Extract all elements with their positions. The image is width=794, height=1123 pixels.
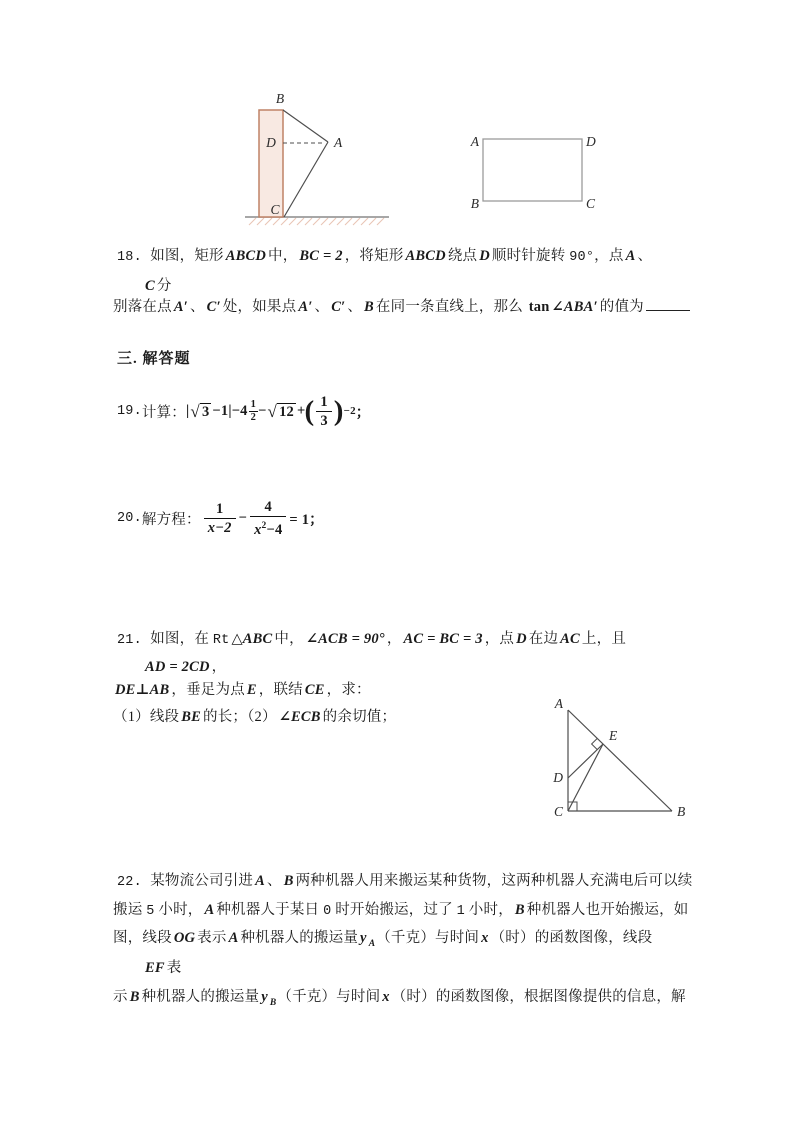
text-run: ∠ECB xyxy=(278,709,321,725)
text-run: A xyxy=(204,902,215,918)
text-run: x xyxy=(382,989,390,1005)
text-run: ABCD xyxy=(225,248,267,264)
radicand: 12 xyxy=(279,403,294,420)
text-run: AC = BC = 3 xyxy=(403,631,483,647)
ground-hatching xyxy=(249,218,384,225)
text-run: ，将矩形 xyxy=(344,248,404,264)
right-paren: ) xyxy=(333,395,344,427)
text-run: AC xyxy=(560,631,580,647)
text-run: 18. xyxy=(117,250,151,265)
problem-19-label: 计算： xyxy=(141,404,187,421)
segment-CE xyxy=(568,744,603,811)
point-label-C: C xyxy=(270,202,280,217)
problem-18-line-2 xyxy=(143,276,172,296)
numerator: 1 xyxy=(316,393,331,412)
denominator xyxy=(250,517,286,539)
text-run: 的余切值； xyxy=(322,709,397,725)
text-run: ，联结 xyxy=(258,682,303,698)
text-run: A′ xyxy=(173,299,188,315)
text-run: （1）线段 xyxy=(113,709,180,725)
problem-21-line-1 xyxy=(117,629,626,651)
problem-20-label: 解方程： xyxy=(141,511,201,528)
denominator: 3 xyxy=(320,412,328,429)
text-run: EF xyxy=(145,960,165,976)
text-run: ，垂足为点 xyxy=(171,682,245,698)
text-run: ， xyxy=(211,659,227,675)
text-run: 种机器人于某日 xyxy=(216,902,324,918)
figure-rotation-diagram xyxy=(243,86,393,228)
point-label-D: D xyxy=(586,134,596,149)
abs-bar: | xyxy=(186,402,190,419)
text-run: A xyxy=(368,938,376,949)
fraction-4-over-x2-4 xyxy=(250,498,286,539)
fraction-1-3 xyxy=(316,393,331,430)
text-run: 、 xyxy=(347,299,363,315)
text-run: OG xyxy=(173,930,196,946)
segment-AC xyxy=(284,142,328,217)
problem-22-line-4 xyxy=(143,958,181,978)
point-label-B: B xyxy=(275,91,285,106)
problem-22-line-3 xyxy=(113,928,652,954)
text-run: 90° xyxy=(569,250,595,265)
text-run: 在边 xyxy=(528,631,559,647)
text-run: A xyxy=(625,248,636,264)
text-run: 在同一条直线上，那么 xyxy=(375,299,527,315)
plus-sign: + xyxy=(296,402,306,419)
text-run: 0 xyxy=(323,904,332,919)
text-run: A xyxy=(228,930,239,946)
text-run: 图，线段 xyxy=(113,930,172,946)
variable-x: x xyxy=(254,521,262,538)
denominator: x−2 xyxy=(207,519,232,536)
text-run: D xyxy=(479,248,490,264)
point-label-A: A xyxy=(334,135,343,150)
rectangle-outline xyxy=(483,139,582,201)
radical-sign: √ xyxy=(190,401,200,421)
problem-21-line-3 xyxy=(113,680,371,700)
text-run: tan xyxy=(528,299,550,315)
text-run: 中， xyxy=(274,631,304,647)
text-run: 种机器人的搬运量 xyxy=(141,989,260,1005)
text-run: E xyxy=(246,682,257,698)
text-run: （千克）与时间 xyxy=(376,930,480,946)
minus-sign: − xyxy=(258,402,267,419)
text-run: （时）的函数图像，线段 xyxy=(490,930,653,946)
exp-denominator: 2 xyxy=(250,411,257,423)
text-run: ABCD xyxy=(405,248,446,264)
text-run: A xyxy=(255,873,265,889)
text-run: 时开始搬运，过了 xyxy=(331,902,457,918)
text-run: B xyxy=(129,989,140,1005)
text-run: 两种机器人用来搬运某种货物，这两种机器人充满电后可以续 xyxy=(295,873,693,889)
text-run: 分 xyxy=(156,278,172,294)
text-run: ，点 xyxy=(594,248,624,264)
sqrt-12 xyxy=(268,403,296,420)
text-run: AD = 2CD xyxy=(145,659,210,675)
text-run: ， xyxy=(386,631,402,647)
equals-one: = 1； xyxy=(289,511,324,528)
left-paren: ( xyxy=(304,395,315,427)
point-label-B: B xyxy=(470,196,479,211)
text-run: x xyxy=(481,930,489,946)
point-label-C: C xyxy=(586,196,596,211)
sqrt-3 xyxy=(190,403,211,420)
point-label-A: A xyxy=(470,134,479,149)
text-run: （千克）与时间 xyxy=(277,989,381,1005)
right-angle-mark-E xyxy=(592,738,598,749)
problem-20-number: 20. xyxy=(117,510,142,526)
problem-22-line-2 xyxy=(113,900,688,922)
denominator-rest: −4 xyxy=(266,521,283,538)
text-run: 1 xyxy=(456,904,465,919)
text-run: （时）的函数图像，根据图像提供的信息，解 xyxy=(391,989,686,1005)
text-run: 种机器人也开始搬运，如 xyxy=(526,902,689,918)
problem-21-line-4 xyxy=(113,707,396,727)
radical-sign: √ xyxy=(267,401,278,421)
radicand: 3 xyxy=(201,403,210,420)
text-run: CE xyxy=(304,682,325,698)
text-run: 某物流公司引进 xyxy=(150,873,254,889)
segment-BA xyxy=(283,110,328,142)
text-run: y xyxy=(360,930,367,946)
exponent-fraction-1-2 xyxy=(249,399,258,422)
text-run: 示 xyxy=(113,989,128,1005)
figure-rectangle-abcd xyxy=(455,123,630,218)
text-run: C′ xyxy=(331,299,346,315)
point-label-A: A xyxy=(554,696,563,711)
segment-AB xyxy=(568,710,672,811)
problem-21-line-2 xyxy=(143,657,226,677)
text-run xyxy=(646,296,690,311)
text-run: 顺时针旋转 xyxy=(491,248,570,264)
segment-DE xyxy=(568,744,603,778)
point-label-D: D xyxy=(553,770,563,785)
semicolon: ； xyxy=(355,404,371,421)
figure-right-triangle xyxy=(525,693,720,833)
text-run: 别落在点 xyxy=(113,299,172,315)
point-label-D: D xyxy=(266,135,276,150)
text-run: 、 xyxy=(267,873,282,889)
text-run: BE xyxy=(181,709,201,725)
text-run: 如图，矩形 xyxy=(150,248,224,264)
problem-20 xyxy=(117,494,324,542)
minus-sign: − xyxy=(238,509,248,526)
problem-22-line-1 xyxy=(117,871,692,893)
text-run: 小时， xyxy=(464,902,513,918)
text-run: D xyxy=(516,631,527,647)
text-run: 处，如果点 xyxy=(222,299,297,315)
point-label-E: E xyxy=(609,728,618,743)
text-run: C′ xyxy=(206,299,221,315)
formula-middle-1: −1|−4 xyxy=(212,402,248,419)
text-run: Rt xyxy=(212,633,230,648)
text-run: B xyxy=(269,997,277,1008)
point-label-C: C xyxy=(553,804,563,819)
text-run: 、 xyxy=(189,299,205,315)
text-run: 、 xyxy=(314,299,330,315)
exponent-2: 2 xyxy=(261,520,267,531)
text-run: 表 xyxy=(166,960,182,976)
text-run: 5 xyxy=(146,904,155,919)
wall-rectangle xyxy=(259,110,283,217)
problem-18-line-3 xyxy=(113,296,690,317)
problem-18-line-1 xyxy=(117,246,652,268)
section-3-heading: 三. 解答题 xyxy=(117,351,191,367)
text-run: 搬运 xyxy=(113,902,147,918)
text-run: y xyxy=(261,989,268,1005)
exponent-neg-2: −2 xyxy=(343,405,356,417)
text-run: A′ xyxy=(298,299,313,315)
text-run: B xyxy=(364,299,374,315)
text-run: B xyxy=(283,873,294,889)
text-run: 22. xyxy=(117,875,151,890)
text-run: BC = 2 xyxy=(299,248,343,264)
text-run: 小时， xyxy=(154,902,203,918)
exp-numerator: 1 xyxy=(250,399,257,411)
problem-19-number: 19. xyxy=(117,403,142,419)
text-run: 的值为 xyxy=(599,299,644,315)
numerator: 4 xyxy=(250,498,286,517)
text-run: B xyxy=(514,902,525,918)
text-run: 如图，在 xyxy=(150,631,213,647)
text-run: 绕点 xyxy=(447,248,478,264)
text-run: C xyxy=(145,278,155,294)
text-run: 中， xyxy=(268,248,298,264)
text-run: 、 xyxy=(637,248,653,264)
text-run: 上，且 xyxy=(581,631,627,647)
text-run: 的长；（2） xyxy=(203,709,277,725)
text-run: ∠ABA′ xyxy=(551,299,598,315)
text-run: DE⊥AB xyxy=(115,682,170,698)
fraction-1-over-x-2 xyxy=(204,500,236,537)
text-run: ，求： xyxy=(326,682,371,698)
text-run: ∠ACB = 90° xyxy=(305,631,385,647)
text-run: △ABC xyxy=(231,631,273,647)
text-run: 表示 xyxy=(197,930,227,946)
point-label-B: B xyxy=(677,804,686,819)
text-run: 21. xyxy=(117,633,151,648)
problem-22-line-5 xyxy=(113,987,686,1013)
text-run: ，点 xyxy=(484,631,515,647)
text-run: 种机器人的搬运量 xyxy=(240,930,359,946)
numerator: 1 xyxy=(204,500,236,519)
problem-19 xyxy=(117,384,371,438)
